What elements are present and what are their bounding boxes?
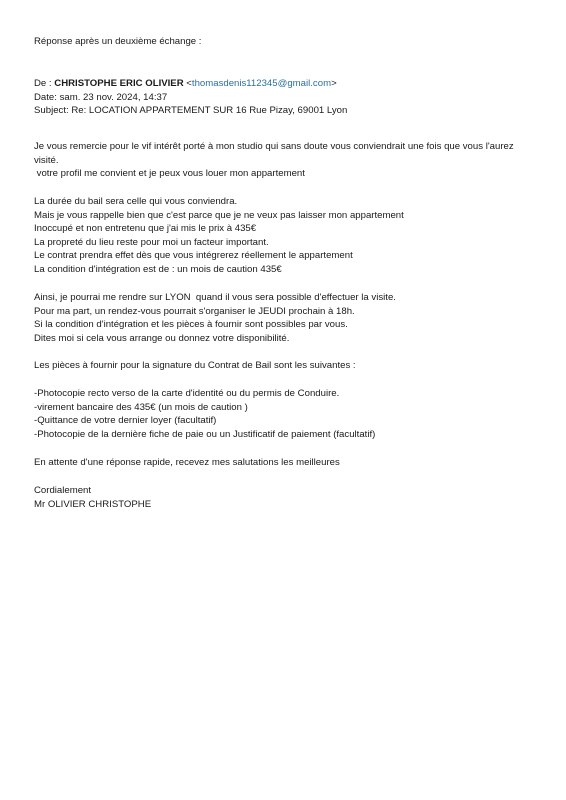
closing-line: Cordialement <box>34 485 92 496</box>
intro-block <box>34 35 534 49</box>
list-item: -virement bancaire des 435€ (un mois de caution ) <box>34 401 248 413</box>
list-item: -Quittance de votre dernier loyer (facultatif) <box>34 415 217 427</box>
paragraph-line: Je vous remercie pour le vif intérêt porté à mon studio qui sans doute vous conviendrait une fois que vous l'aurez visité. <box>34 141 514 166</box>
paragraph-line: Le contrat prendra effet dès que vous intégrerez réellement le appartement <box>34 250 353 262</box>
paragraph-line: En attente d'une réponse rapide, recevez mes salutations les meilleures <box>34 457 340 468</box>
paragraph-line: votre profil me convient et je peux vous louer mon appartement <box>34 168 305 180</box>
paragraph-5 <box>34 456 534 470</box>
paragraph-3 <box>34 291 534 345</box>
from-label: De : <box>34 78 55 89</box>
paragraph-line: Les pièces à fournir pour la signature du Contrat de Bail sont les suivantes : <box>34 360 356 371</box>
signature-line: Mr OLIVIER CHRISTOPHE <box>34 498 152 510</box>
paragraph-line: La propreté du lieu reste pour moi un facteur important. <box>34 236 269 248</box>
paragraph-line: Pour ma part, un rendez-vous pourrait s'organiser le JEUDI prochain à 18h. <box>34 305 355 317</box>
date-line: Date: sam. 23 nov. 2024, 14:37 <box>34 91 168 103</box>
from-line: De : CHRISTOPHE ERIC OLIVIER <thomasdenis112345@gmail.com> <box>34 78 337 89</box>
paragraph-line: Ainsi, je pourrai me rendre sur LYON quand il vous sera possible d'effectuer la visite. <box>34 292 396 303</box>
paragraph-line: Dites moi si cela vous arrange ou donnez votre disponibilité. <box>34 332 290 344</box>
documents-list <box>34 387 534 441</box>
signature-block <box>34 484 534 511</box>
email-header <box>34 77 534 118</box>
intro-line: Réponse après un deuxième échange : <box>34 36 202 47</box>
sender-name: CHRISTOPHE ERIC OLIVIER <box>54 78 184 89</box>
paragraph-line: La condition d'intégration est de : un mois de caution 435€ <box>34 263 282 275</box>
paragraph-line: La durée du bail sera celle qui vous conviendra. <box>34 196 238 207</box>
sender-email-link[interactable]: thomasdenis112345@gmail.com <box>191 78 332 89</box>
paragraph-4 <box>34 359 534 373</box>
list-item: -Photocopie de la dernière fiche de paie ou un Justificatif de paiement (facultatif) <box>34 428 376 440</box>
paragraph-2 <box>34 195 534 277</box>
paragraph-line: Si la condition d'intégration et les pièces à fournir sont possibles par vous. <box>34 319 348 331</box>
paragraph-line: Inoccupé et non entretenu que j'ai mis le prix à 435€ <box>34 223 257 235</box>
list-item: -Photocopie recto verso de la carte d'identité ou du permis de Conduire. <box>34 388 340 399</box>
paragraph-1 <box>34 140 534 181</box>
subject-line: Subject: Re: LOCATION APPARTEMENT SUR 16 Rue Pizay, 69001 Lyon <box>34 105 348 117</box>
paragraph-line: Mais je vous rappelle bien que c'est parce que je ne veux pas laisser mon appartement <box>34 209 404 221</box>
